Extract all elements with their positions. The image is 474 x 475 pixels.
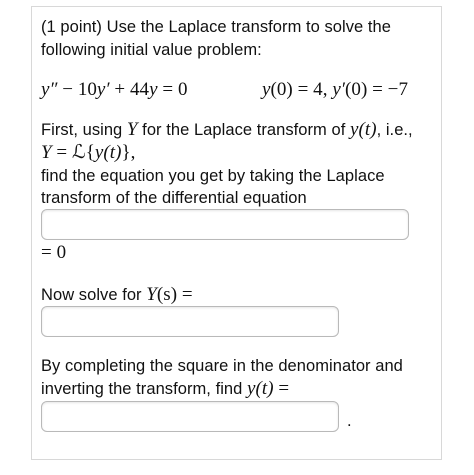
ode-minus-ten: − 10 — [57, 79, 97, 100]
step1-y-of-t: y(t) — [350, 119, 377, 140]
ic-y0-value: (0) = 4, — [270, 79, 333, 100]
step1-Y-symbol: Y — [126, 119, 138, 140]
step1-line1-pre: First, using — [41, 121, 127, 139]
step1-def-close: }, — [121, 142, 136, 163]
step3-line2 — [41, 378, 289, 400]
problem-header-line1: (1 point) Use the Laplace transform to solve the — [41, 18, 391, 36]
step3-y-of-t: y(t) — [247, 378, 274, 399]
step1-def-Y: Y — [41, 142, 52, 163]
step3-line2-pre: inverting the transform, find — [41, 380, 248, 398]
step1-line4: transform of the differential equation — [41, 189, 307, 207]
step1-line1-post: , i.e., — [376, 121, 413, 139]
problem-header-line2: following initial value problem: — [41, 41, 262, 59]
step2-prompt — [41, 284, 193, 306]
differential-equation — [41, 79, 188, 101]
step1-def-laplace: = ℒ{ — [51, 142, 95, 163]
ode-y-double-prime: y″ — [41, 79, 58, 100]
step1-definition — [41, 142, 135, 164]
step2-prompt-pre: Now solve for — [41, 286, 147, 304]
step1-def-y-of-t: y(t) — [94, 142, 122, 163]
step3-line1: By completing the square in the denominator and — [41, 357, 403, 375]
step2-s: (s) — [156, 284, 178, 305]
ic-y1-value: (0) = −7 — [345, 79, 409, 100]
ic-y: y — [262, 79, 271, 100]
ic-y-prime: y′ — [332, 79, 346, 100]
step3-equals: = — [273, 378, 290, 399]
ode-y: y — [149, 79, 158, 100]
equals-zero-label: = 0 — [41, 242, 67, 263]
Y-of-s-input[interactable] — [41, 306, 339, 337]
initial-conditions — [262, 79, 408, 101]
laplace-equation-input[interactable] — [41, 209, 409, 240]
trailing-period: . — [347, 412, 352, 430]
step1-line1-mid: for the Laplace transform of — [137, 121, 350, 139]
step1-line3: find the equation you get by taking the Laplace — [41, 167, 385, 185]
step1-line1 — [41, 119, 413, 141]
ode-equals-zero: = 0 — [157, 79, 188, 100]
step2-Y: Y — [146, 284, 157, 305]
ode-plus-44: + 44 — [109, 79, 150, 100]
step2-equals: = — [177, 284, 193, 305]
ode-y-prime: y′ — [96, 79, 110, 100]
y-of-t-input[interactable] — [41, 401, 339, 432]
